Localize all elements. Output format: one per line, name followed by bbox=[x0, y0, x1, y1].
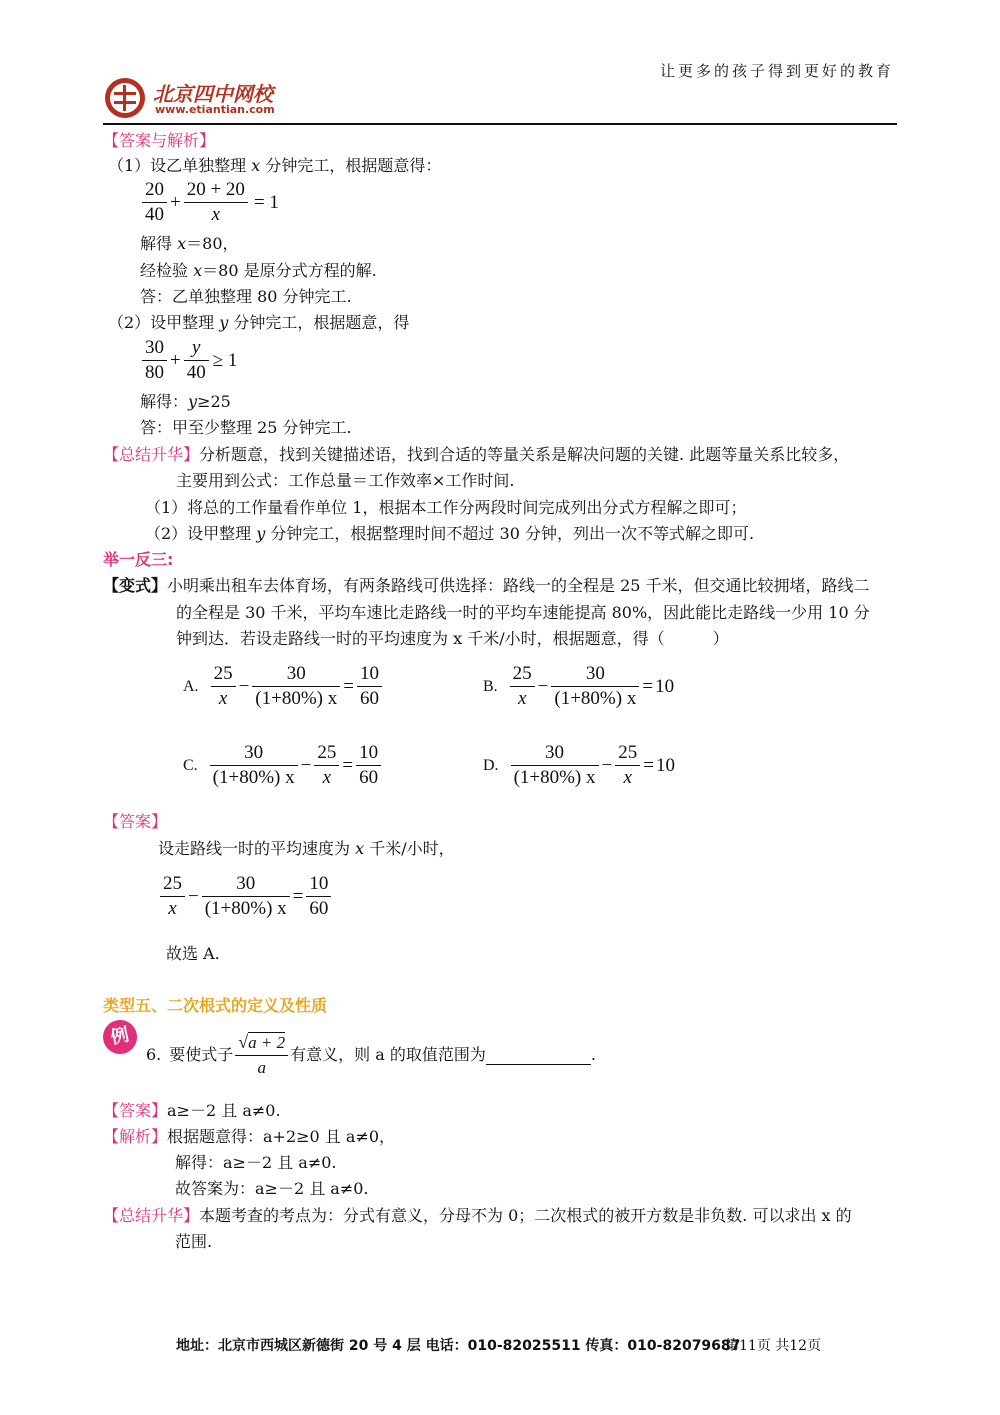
summary-1: 【总结升华】分析题意，找到关键描述语，找到合适的等量关系是解决问题的关键. 此题等量关系比较多， bbox=[103, 445, 850, 464]
footer-address: 地址：北京市西城区新德街 20 号 4 层 电话：010-82025511 传真：010-82079687 bbox=[176, 1338, 741, 1354]
variant-question: 【变式】小明乘出租车去体育场，有两条路线可供选择：路线一的全程是 25 千米，但交通比较拥堵，路线二 bbox=[103, 576, 870, 595]
logo-emblem-icon bbox=[103, 76, 149, 120]
summary-1-line3: （1）将总的工作量看作单位 1，根据本工作分两段时间完成列出分式方程解之即可； bbox=[145, 498, 747, 517]
variant-question-line3: 钟到达．若设走路线一时的平均速度为 x 千米/小时，根据题意，得（ ） bbox=[176, 629, 729, 648]
answer-blank[interactable] bbox=[486, 1046, 591, 1065]
header-slogan: 让更多的孩子得到更好的教育 bbox=[660, 62, 895, 80]
inequality-2: $\frac{30}{80}$ + $\frac{y}{40}$ ≥ 1 bbox=[140, 336, 238, 385]
option-d[interactable]: D. $\frac{30}{(1+80\%) x}$ − $\frac{25}{x}$ = 10 bbox=[483, 742, 675, 788]
part1-intro: （1）设乙单独整理 x 分钟完工，根据题意得： bbox=[108, 156, 442, 175]
logo-name: 北京四中网校 bbox=[153, 82, 273, 106]
example-badge: 例 bbox=[100, 1017, 140, 1057]
summary-1-line2: 主要用到公式：工作总量＝工作效率×工作时间. bbox=[176, 471, 515, 490]
section5-answer: 【答案】a≥－2 且 a≠0. bbox=[103, 1101, 281, 1120]
variant-question-line2: 的全程是 30 千米，平均车速比走路线一时的平均车速能提高 80%，因此能比走路线一少用 10 分 bbox=[176, 603, 870, 622]
section5-summary: 【总结升华】本题考查的考点为：分式有意义，分母不为 0；二次根式的被开方数是非负数. 可以求出 x 的 bbox=[103, 1206, 852, 1225]
variant-answer-equation: $\frac{25}{x}$ − $\frac{30}{(1+80\%) x}$ = $\frac{10}{60}$ bbox=[158, 872, 333, 921]
section5-summary-line2: 范围. bbox=[175, 1232, 213, 1251]
part1-check: 经检验 x＝80 是原分式方程的解. bbox=[140, 261, 377, 280]
section5-analysis-line3: 故答案为：a≥－2 且 a≠0. bbox=[175, 1179, 369, 1198]
part1-answer: 答：乙单独整理 80 分钟完工. bbox=[140, 287, 352, 306]
example-6-question: 6. 要使式子 $\frac{√a + 2}{a}$ 有意义，则 a 的取值范围为 . bbox=[146, 1032, 596, 1077]
footer-page: 第11页 共12页 bbox=[725, 1338, 822, 1354]
part2-intro: （2）设甲整理 y 分钟完工，根据题意，得 bbox=[108, 313, 410, 332]
variant-answer-tag: 【答案】 bbox=[103, 812, 168, 831]
logo bbox=[103, 76, 303, 122]
section5-analysis: 【解析】根据题意得：a+2≥0 且 a≠0， bbox=[103, 1127, 396, 1146]
part2-answer: 答：甲至少整理 25 分钟完工. bbox=[140, 418, 352, 437]
option-a[interactable]: A. $\frac{25}{x}$ − $\frac{30}{(1+80\%) x}$ = $\frac{10}{60}$ bbox=[182, 662, 384, 711]
variant-answer-line1: 设走路线一时的平均速度为 x 千米/小时， bbox=[158, 839, 455, 858]
header-divider bbox=[103, 123, 897, 125]
part1-solve: 解得 x＝80， bbox=[140, 234, 239, 253]
answer-analysis-tag: 【答案与解析】 bbox=[103, 131, 216, 150]
section5-heading: 类型五、二次根式的定义及性质 bbox=[103, 996, 328, 1015]
logo-url: www.etiantian.com bbox=[155, 103, 275, 116]
summary-1-line4: （2）设甲整理 y 分钟完工，根据整理时间不超过 30 分钟，列出一次不等式解之即可. bbox=[145, 524, 755, 543]
option-c[interactable]: C. $\frac{30}{(1+80\%) x}$ − $\frac{25}{x}$ = $\frac{10}{60}$ bbox=[182, 741, 383, 790]
variant-final-answer: 故选 A. bbox=[166, 944, 220, 963]
option-b[interactable]: B. $\frac{25}{x}$ − $\frac{30}{(1+80\%) x}$ = 10 bbox=[483, 663, 675, 709]
part2-solve: 解得：y≥25 bbox=[140, 392, 231, 411]
equation-1: $\frac{20}{40}$ + $\frac{20 + 20}{x}$ = 1 bbox=[140, 178, 280, 227]
section5-analysis-line2: 解得：a≥－2 且 a≠0. bbox=[175, 1153, 337, 1172]
variant-heading: 举一反三: bbox=[103, 550, 174, 569]
